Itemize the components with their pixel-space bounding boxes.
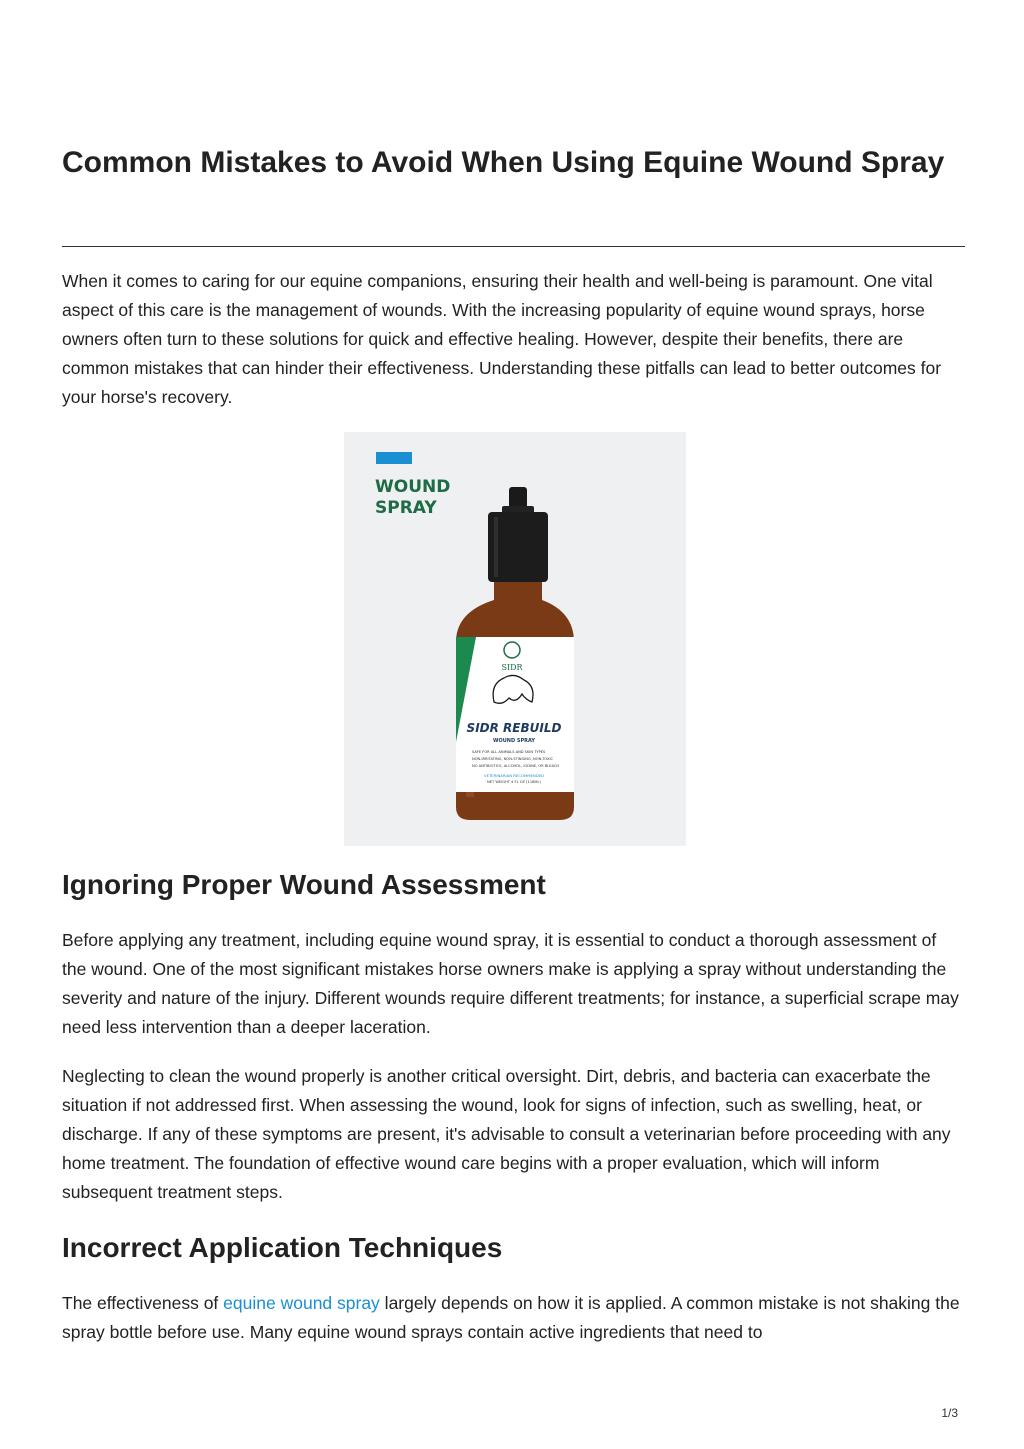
equine-wound-spray-link[interactable]: equine wound spray xyxy=(223,1293,380,1313)
title-divider xyxy=(62,246,965,247)
application-text-after-link: largely depends on how it is applied. A common mistake is not shaking the spray bottle before use. Many equine wound sprays contain active ingredients that need to xyxy=(62,1293,960,1342)
label-product-name: SIDR REBUILD xyxy=(466,721,562,735)
badge-stripe xyxy=(376,452,412,464)
bottle-label xyxy=(456,637,574,792)
page-number: 1/3 xyxy=(941,1406,958,1420)
section-heading-application-techniques: Incorrect Application Techniques xyxy=(62,1232,503,1263)
label-subtitle: WOUND SPRAY xyxy=(492,738,536,744)
badge-line-1: WOUND xyxy=(375,477,451,497)
wound-spray-bottle-illustration xyxy=(344,432,686,846)
assessment-paragraph-1: Before applying any treatment, including equine wound spray, it is essential to conduct a thorough assessment of the wound. One of the most significant mistakes horse owners make is applying a spray without understanding the severity and nature of the injury. Different wounds require different treatments; for instance, a superficial scrape may need less intervention than a deeper laceration. xyxy=(62,930,959,1037)
spray-nozzle xyxy=(509,487,527,509)
label-net: NET WEIGHT 4 FL OZ (118ML) xyxy=(487,780,541,784)
intro-paragraph: When it comes to caring for our equine companions, ensuring their health and well-being is paramount. One vital aspect of this care is the management of wounds. With the increasing popularity of equine wound sprays, horse owners often turn to these solutions for quick and effective healing. However, despite their benefits, there are common mistakes that can hinder their effectiveness. Understanding these pitfalls can lead to better outcomes for your horse's recovery. xyxy=(62,271,942,407)
application-text-before-link: The effectiveness of xyxy=(62,1293,224,1313)
product-image xyxy=(344,432,686,846)
section-heading-wound-assessment: Ignoring Proper Wound Assessment xyxy=(62,869,546,900)
label-bullet-3: NO ANTIBIOTICS, ALCOHOL, IODINE, OR BLEACH xyxy=(472,764,560,768)
label-vet: VETERINARIAN RECOMMENDED xyxy=(483,773,545,778)
assessment-paragraph-2: Neglecting to clean the wound properly is another critical oversight. Dirt, debris, and bacteria can exacerbate the situation if not addressed first. When assessing the wound, look for signs of infection, such as swelling, heat, or discharge. If any of these symptoms are present, it's advisable to consult a veterinarian before proceeding with any home treatment. The foundation of effective wound care begins with a proper evaluation, which will inform subsequent treatment steps. xyxy=(62,1066,951,1202)
page-title: Common Mistakes to Avoid When Using Equine Wound Spray xyxy=(62,146,945,179)
application-paragraph xyxy=(62,1289,962,1347)
label-bullet-2: NON-IRRITATING, NON-STINGING, NON-TOXIC xyxy=(472,757,554,761)
label-brand: SIDR xyxy=(501,663,523,672)
badge-line-2: SPRAY xyxy=(375,498,437,518)
label-bullet-1: SAFE FOR ALL ANIMALS AND SKIN TYPES xyxy=(472,750,546,754)
